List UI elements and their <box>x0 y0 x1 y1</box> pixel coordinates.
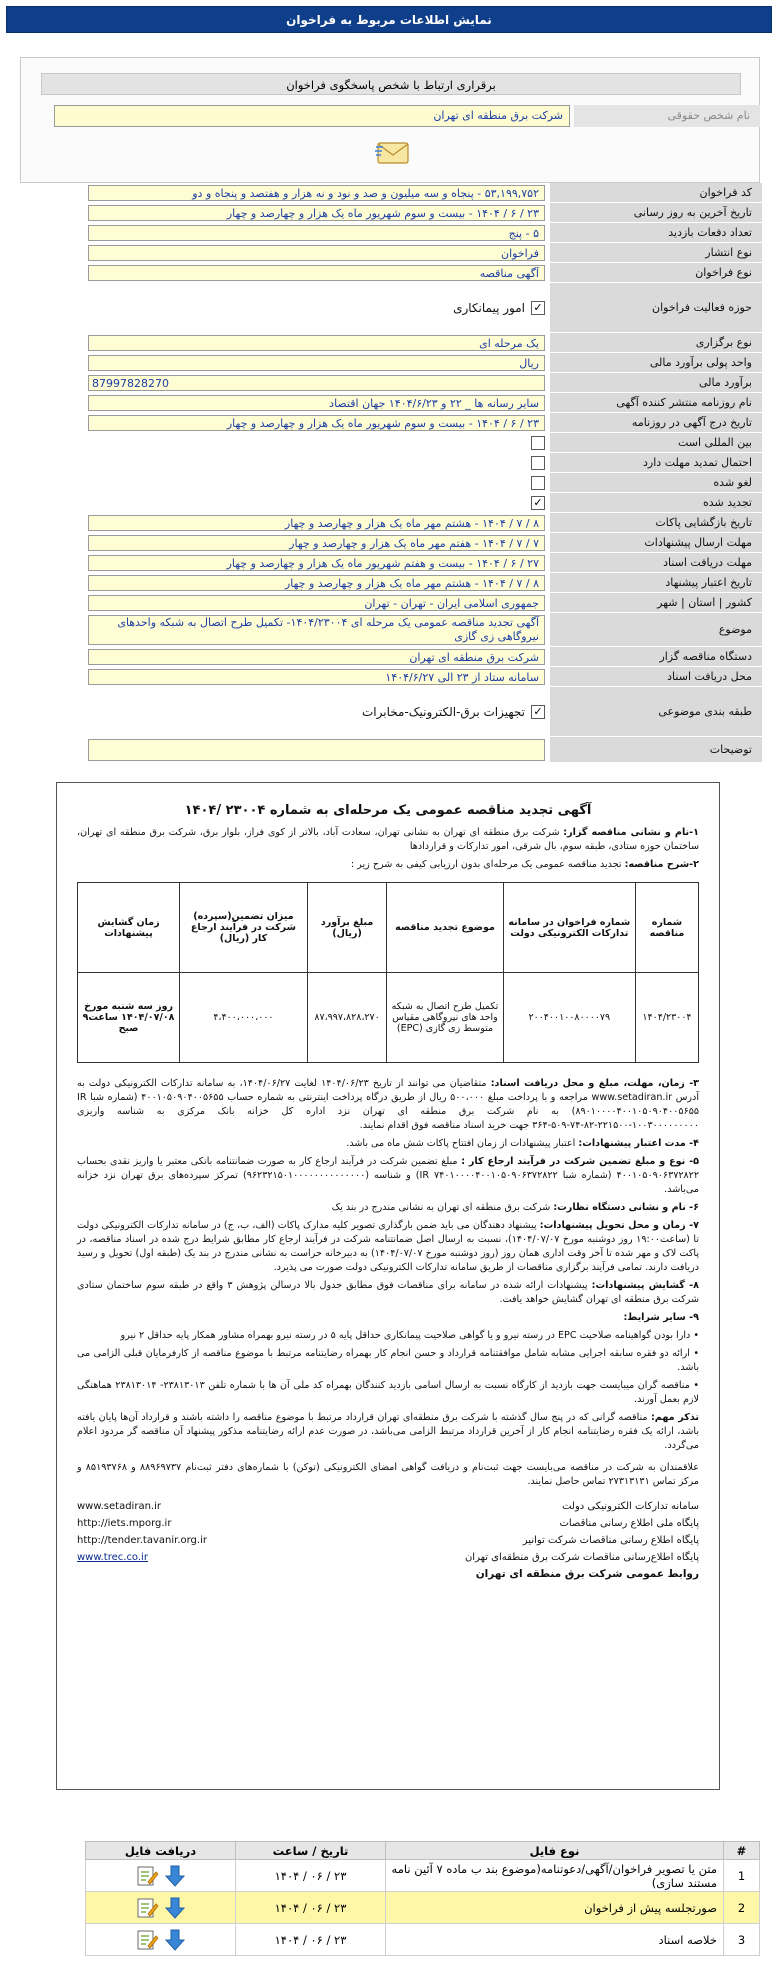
notice-th: شماره فراخوان در سامانه تدارکات الکترونیکی دولت <box>503 883 635 973</box>
notice-td: ۸۷،۹۹۷،۸۲۸،۲۷۰ <box>307 973 386 1063</box>
file-num: 2 <box>724 1892 760 1924</box>
label-renewed: تجدید شده <box>550 493 762 513</box>
notice-th: مبلغ برآورد (ریال) <box>307 883 386 973</box>
row-visits <box>0 223 778 243</box>
row-description <box>0 737 778 763</box>
notice-td: ۲۰۰۴۰۰۱۰۰۸۰۰۰۰۷۹ <box>503 973 635 1063</box>
label-newspaper: نام روزنامه منتشر کننده آگهی <box>550 393 762 413</box>
file-num: 3 <box>724 1924 760 1956</box>
label-newspaper-date: تاریخ درج آگهی در روزنامه <box>550 413 762 433</box>
row-code <box>0 183 778 203</box>
activity-option-label: امور پیمانکاری <box>453 301 525 315</box>
row-category <box>0 687 778 737</box>
notice-condition: • دارا بودن گواهینامه صلاحیت EPC در رسته نیرو و یا گواهی صلاحیت پیمانکاری حداقل پایه ۵ در رسته نیرو بهمراه مشاور همکار پایه حداقل ۲ نیرو <box>120 1330 699 1341</box>
notice-footer: روابط عمومی شرکت برق منطقه ای تهران <box>475 1568 699 1580</box>
row-renewed <box>0 493 778 513</box>
file-download-cell <box>86 1924 236 1956</box>
notice-section-10: علاقمندان به شرکت در مناقصه می‌بایست جهت ثبت‌نام و دریافت گواهی امضای الکترونیکی (توکن) با شماره‌های دفتر ثبت‌نام ۸۸۹۶۹۷۳۷ و ۸۵۱۹۳۷۶۸ و مرکز تماس ۲۷۳۱۳۱۳۱ تماس حاصل نمایند. <box>77 1462 699 1487</box>
label-estimate: برآورد مالی <box>550 373 762 393</box>
link-desc: پایگاه اطلاع رسانی مناقصات شرکت توانیر <box>522 1535 699 1546</box>
file-download-cell <box>86 1860 236 1892</box>
notice-condition: • ارائه دو فقره سابقه اجرایی مشابه شامل موافقتنامه قرارداد و حسن انجام کار بهمراه رضایتنامه مرتبط با موضوع مناقصه از کارفرمایان قبلی الزامی می باشد. <box>77 1348 699 1373</box>
value-currency: ریال <box>88 355 545 371</box>
row-activity <box>0 283 778 333</box>
category-option-label: تجهیزات برق-الکترونیک-مخابرات <box>361 705 525 719</box>
value-newspaper-date: ۲۳ / ۶ / ۱۴۰۴ - بیست و سوم شهریور ماه یک هزار و چهارصد و چهار <box>88 415 545 431</box>
label-doc-place: محل دریافت اسناد <box>550 667 762 687</box>
file-date: ۲۳ / ۰۶ / ۱۴۰۴ <box>236 1860 386 1892</box>
row-extension <box>0 453 778 473</box>
row-currency <box>0 353 778 373</box>
row-doc-deadline <box>0 553 778 573</box>
table-row <box>86 1924 760 1956</box>
label-publish-type: نوع انتشار <box>550 243 762 263</box>
link-trec[interactable]: www.trec.co.ir <box>77 1552 148 1563</box>
files-th-download: دریافت فایل <box>86 1842 236 1860</box>
edit-document-icon[interactable] <box>135 1864 159 1888</box>
value-code: ۵۳,۱۹۹,۷۵۲ - پنجاه و سه میلیون و صد و نود و نه هزار و هفتصد و پنجاه و دو <box>88 185 545 201</box>
file-name: متن یا تصویر فراخوان/آگهی/دعوتنامه(موضوع بند ب ماده ۷ آئین نامه مستند سازی) <box>386 1860 724 1892</box>
download-arrow-icon[interactable] <box>163 1896 187 1920</box>
value-publish-type: فراخوان <box>88 245 545 261</box>
tender-notice-image <box>56 782 720 1790</box>
value-validity: ۸ / ۷ / ۱۴۰۴ - هشتم مهر ماه یک هزار و چهارصد و چهار <box>88 575 545 591</box>
file-date: ۲۳ / ۰۶ / ۱۴۰۴ <box>236 1924 386 1956</box>
activity-checkbox[interactable]: ✓ <box>531 301 545 315</box>
row-location <box>0 593 778 613</box>
page-title: نمایش اطلاعات مربوط به فراخوان <box>6 6 772 33</box>
value-holding-type: یک مرحله ای <box>88 335 545 351</box>
row-doc-place <box>0 667 778 687</box>
download-arrow-icon[interactable] <box>163 1864 187 1888</box>
row-newspaper-date <box>0 413 778 433</box>
files-th-num: # <box>724 1842 760 1860</box>
label-currency: واحد پولی برآورد مالی <box>550 353 762 373</box>
value-visits: ۵ - پنج <box>88 225 545 241</box>
label-last-update: تاریخ آخرین به روز رسانی <box>550 203 762 223</box>
row-call-type <box>0 263 778 283</box>
notice-td: روز سه شنبه مورخ ۱۴۰۴/۰۷/۰۸ ساعت۹ صبح <box>78 973 180 1063</box>
notice-title: آگهی تجدید مناقصه عمومی یک مرحله‌ای به شماره ۲۳۰۰۴ /۱۴۰۴ <box>184 803 592 818</box>
row-cancelled <box>0 473 778 493</box>
notice-td: ۴،۴۰۰،۰۰۰،۰۰۰ <box>180 973 308 1063</box>
file-name: خلاصه اسناد <box>386 1924 724 1956</box>
notice-section-5: ۵- نوع و مبلغ تضمین شرکت در فرآیند ارجاع کار : مبلغ تضمین شرکت در فرآیند ارجاع کار به صورت ضمانتنامه بانکی معتبر یا واریز نقدی بحساب ۴۰۰۱۰۵۰۹۰۶۳۷۲۸۲۲ (شماره شبا IR ۷۴۰۱۰۰۰۰۴۰۰۱۰۵۰۹۰۶۳۷۲۸۲۲) و شناسه (۹۶۲۳۲۱۵۰۱۰۰۰۰۰۰۰۰۰۰۰۰۰۰) تمرکز سپرده‌های برق تهران نزد خزانه می‌باشد. <box>77 1156 699 1195</box>
link-desc: پایگاه اطلاع‌رسانی مناقصات شرکت برق منطقه‌ای تهران <box>464 1552 699 1563</box>
notice-section-1: ۱-نام و نشانی مناقصه گزار: شرکت برق منطقه ای تهران به نشانی تهران، سعادت آباد، بالاتر از کوی فراز، بلوار برق، شرکت برق منطقه ای تهران، ساختمان حوزه ستادی، طبقه سوم، بال شرقی، امور تدارکات و قراردادها <box>77 827 699 852</box>
row-last-update <box>0 203 778 223</box>
label-extension: احتمال تمدید مهلت دارد <box>550 453 762 473</box>
notice-td: تکمیل طرح اتصال به شبکه واحد های نیروگاهی مقیاس متوسط زی گازی (EPC) <box>387 973 503 1063</box>
notice-section-6: ۶- نام و نشانی دستگاه نظارت: شرکت برق منطقه ای تهران به نشانی مندرج در بند یک <box>331 1202 699 1213</box>
value-doc-deadline: ۲۷ / ۶ / ۱۴۰۴ - بیست و هفتم شهریور ماه یک هزار و چهارصد و چهار <box>88 555 545 571</box>
contact-title: برقراری ارتباط با شخص پاسخگوی فراخوان <box>41 73 741 95</box>
label-organizer: دستگاه مناقصه گزار <box>550 647 762 667</box>
label-visits: تعداد دفعات بازدید <box>550 223 762 243</box>
value-send-deadline: ۷ / ۷ / ۱۴۰۴ - هفتم مهر ماه یک هزار و چهارصد و چهار <box>88 535 545 551</box>
link-desc: پایگاه ملی اطلاع رسانی مناقصات <box>559 1518 699 1529</box>
activity-option <box>88 283 545 333</box>
link-setadiran[interactable]: www.setadiran.ir <box>77 1501 161 1512</box>
edit-document-icon[interactable] <box>135 1896 159 1920</box>
value-location: جمهوری اسلامی ایران - تهران - تهران <box>88 595 545 611</box>
notice-condition: • مناقصه گران میبایست جهت بازدید از کارگاه نسبت به ارسال اسامی بازدید کنندگان بهمراه کد ملی آن ها با شماره تلفن ۲۳۸۱۳۰۱۳- ۲۳۸۱۳۰۱۴ هماهنگی لازم بعمل آورند. <box>77 1380 700 1405</box>
row-publish-type <box>0 243 778 263</box>
label-send-deadline: مهلت ارسال پیشنهادات <box>550 533 762 553</box>
row-organizer <box>0 647 778 667</box>
label-subject: موضوع <box>550 613 762 647</box>
notice-th: میزان تضمین(سپرده) شرکت در فرآیند ارجاع کار (ریال) <box>180 883 308 973</box>
file-date: ۲۳ / ۰۶ / ۱۴۰۴ <box>236 1892 386 1924</box>
label-holding-type: نوع برگزاری <box>550 333 762 353</box>
value-last-update: ۲۳ / ۶ / ۱۴۰۴ - بیست و سوم شهریور ماه یک هزار و چهارصد و چهار <box>88 205 545 221</box>
cancelled-checkbox[interactable] <box>531 476 545 490</box>
value-subject: آگهی تجدید مناقصه عمومی یک مرحله ای ۱۴۰۴/۲۳۰۰۴- تکمیل طرح اتصال به شبکه واحدهای نیروگاهی زی گازی <box>88 615 545 645</box>
notice-links <box>77 1499 699 1582</box>
link-desc: سامانه تدارکات الکترونیکی دولت <box>562 1501 699 1512</box>
contact-value: شرکت برق منطقه ای تهران <box>54 105 570 127</box>
value-call-type: آگهی مناقصه <box>88 265 545 281</box>
label-description: توضیحات <box>550 737 762 763</box>
value-doc-place: سامانه ستاد از ۲۳ الی ۱۴۰۴/۶/۲۷ <box>88 669 545 685</box>
value-description <box>88 739 545 761</box>
label-code: کد فراخوان <box>550 183 762 203</box>
row-international <box>0 433 778 453</box>
files-th-type: نوع فایل <box>386 1842 724 1860</box>
label-doc-deadline: مهلت دریافت اسناد <box>550 553 762 573</box>
international-checkbox[interactable] <box>531 436 545 450</box>
link-iets[interactable]: http://iets.mporg.ir <box>77 1518 172 1529</box>
notice-section-3: ۳- زمان، مهلت، مبلغ و محل دریافت اسناد: متقاضیان می توانند از تاریخ ۱۴۰۴/۰۶/۲۳ لغایت ۱۴۰۴/۰۶/۲۷، به سامانه تدارکات الکترونیکی دولت به آدرس www.setadiran.ir مراجعه و با پرداخت مبلغ ۵۰۰،۰۰۰ ریال از طریق درگاه پرداخت اینترنتی به شماره حساب ۴۰۰۱۰۵۰۹۰۴۰۰۵۶۵۵ (شماره شبا IR ۸۹۰۱۰۰۰۰۴۰۰۱۰۵۰۹۰۴۰۰۵۶۵۵) به نام شرکت برق منطقه ای تهران نزد اداره کل خزانه بانک مرکزی به شناسه واریزی ۱۰۰۳۰۰۰۰۰۰۰۰۰-۲۲۱۵۰۰-۸۲-۷۴-۵۰۹-۳۶۴ جهت خرید اسناد مناقصه فوق اقدام نمایند. <box>77 1078 700 1131</box>
contact-panel <box>20 57 760 183</box>
row-subject <box>0 613 778 647</box>
file-download-cell <box>86 1892 236 1924</box>
link-tavanir[interactable]: http://tender.tavanir.org.ir <box>77 1535 207 1546</box>
value-organizer: شرکت برق منطقه ای تهران <box>88 649 545 665</box>
value-estimate: 87997828270 <box>88 375 545 391</box>
notice-th: شماره مناقصه <box>635 883 698 973</box>
row-open-date <box>0 513 778 533</box>
notice-section-4: ۴- مدت اعتبار پیشنهادات: اعتبار پیشنهادات از زمان افتتاح پاکات شش ماه می باشد. <box>346 1138 699 1149</box>
notice-note: تذکر مهم: مناقصه گرانی که در پنج سال گذشته با شرکت برق منطقه‌ای تهران قرارداد مرتبط با موضوع مناقصه را داشته باشند و قرارداد آن‌ها پایان یافته باشد، ارائه یک فقره رضایتنامه انجام کار از آخرین قرارداد مرتبط الزامی می‌باشد، در صورت عدم ارائه رضایتنامه مذکور پیشنهاد آن مناقصه گر مردود اعلام می‌گردد. <box>77 1412 699 1451</box>
value-open-date: ۸ / ۷ / ۱۴۰۴ - هشتم مهر ماه یک هزار و چهارصد و چهار <box>88 515 545 531</box>
row-validity <box>0 573 778 593</box>
row-holding-type <box>0 333 778 353</box>
notice-table <box>77 882 699 1063</box>
label-category: طبقه بندی موضوعی <box>550 687 762 737</box>
label-validity: تاریخ اعتبار پیشنهاد <box>550 573 762 593</box>
notice-section-7: ۷- زمان و محل تحویل پیشنهادات: پیشنهاد دهندگان می باید ضمن بارگذاری تصویر کلیه مدارک پاکات (الف، ب، ج) در سامانه تدارکات الکترونیکی دولت تا (ساعت۱۹:۰۰ روز دوشنبه مورخ ۱۴۰۴/۰۷/۰۷)، نسبت به ارسال اصل ضمانتنامه شرکت در فرآیند ارجاع کار مطابق شرایط درج شده در اسناد مناقصه، در پاکت لاک و مهر شده تا آخر وقت اداری همان روز (روز دوشنبه مورخ ۱۴۰۴/۰۷/۰۷) به دبیرخانه حراست به نشانی مندرج در بند یک (طبقه اول) تحویل و رسید دریافت دارند. تمامی فرآیند برگزاری مناقصات از طریق سامانه تدارکات الکترونیکی دولت صورت می پذیرد. <box>77 1220 699 1273</box>
mail-icon[interactable] <box>375 137 413 167</box>
notice-td: ۱۴۰۴/۲۳۰۰۴ <box>635 973 698 1063</box>
notice-th: موضوع تجدید مناقصه <box>387 883 503 973</box>
row-estimate <box>0 373 778 393</box>
renewed-checkbox[interactable]: ✓ <box>531 496 545 510</box>
contact-label: نام شخص حقوقی <box>574 105 760 127</box>
notice-section-8: ۸- گشایش پیشنهادات: پیشنهادات ارائه شده در سامانه برای مناقصات فوق مطابق جدول بالا درسالن پژوهش ۳ واقع در طبقه سوم ساختمان ستادی شرکت برق منطقه ای تهران گشایش خواهد یافت. <box>77 1280 699 1305</box>
table-row <box>86 1860 760 1892</box>
label-call-type: نوع فراخوان <box>550 263 762 283</box>
file-name: صورتجلسه پیش از فراخوان <box>386 1892 724 1924</box>
category-checkbox[interactable]: ✓ <box>531 705 545 719</box>
notice-section-9: ۹- سایر شرایط: <box>623 1312 699 1323</box>
row-newspaper <box>0 393 778 413</box>
label-cancelled: لغو شده <box>550 473 762 493</box>
file-num: 1 <box>724 1860 760 1892</box>
table-row <box>86 1892 760 1924</box>
notice-th: زمان گشایش پیشنهادات <box>78 883 180 973</box>
download-arrow-icon[interactable] <box>163 1928 187 1952</box>
extension-checkbox[interactable] <box>531 456 545 470</box>
label-activity: حوزه فعالیت فراخوان <box>550 283 762 333</box>
files-th-date: تاریخ / ساعت <box>236 1842 386 1860</box>
label-location: کشور | استان | شهر <box>550 593 762 613</box>
category-option <box>88 687 545 737</box>
files-table <box>85 1841 760 1956</box>
notice-section-2: ۲-شرح مناقصه: تجدید مناقصه عمومی یک مرحله‌ای بدون ارزیابی کیفی به شرح زیر : <box>350 859 699 870</box>
value-newspaper: سایر رسانه ها _ ۲۲ و ۱۴۰۴/۶/۲۳ جهان اقتصاد <box>88 395 545 411</box>
row-send-deadline <box>0 533 778 553</box>
label-open-date: تاریخ بازگشایی پاکات <box>550 513 762 533</box>
edit-document-icon[interactable] <box>135 1928 159 1952</box>
label-international: بین المللی است <box>550 433 762 453</box>
